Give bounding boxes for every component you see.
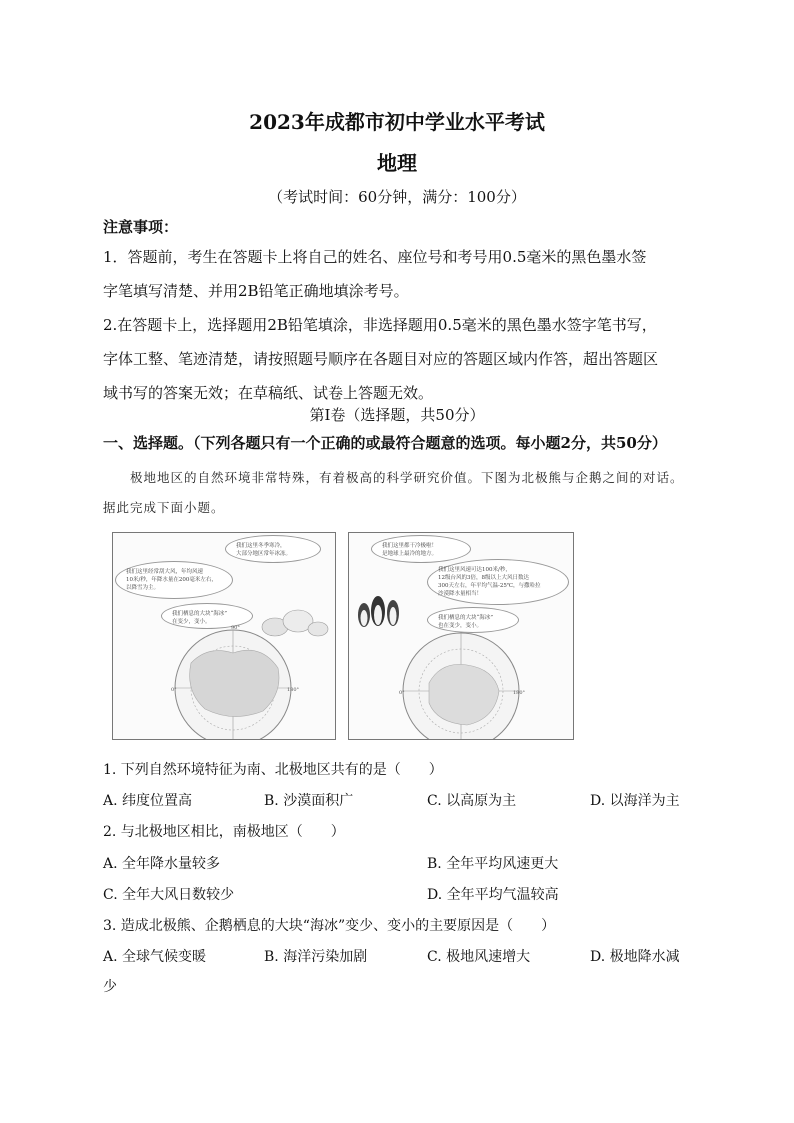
speech-bubble: 我们这里冬季寒冷， 大部分地区常年冰冻。 bbox=[225, 535, 321, 563]
option-c: C. 极地风速增大 bbox=[427, 949, 531, 965]
option-d: D. 极地降水减 bbox=[590, 949, 680, 965]
question-stem: 1. 下列自然环境特征为南、北极地区共有的是（ ） bbox=[103, 762, 443, 778]
option-a: A. 全球气候变暖 bbox=[103, 949, 207, 965]
option-c: C. 以高原为主 bbox=[427, 793, 517, 809]
notice-block bbox=[103, 240, 703, 410]
section-title: 第Ⅰ卷（选择题，共50分） bbox=[309, 406, 485, 424]
option-a: A. 纬度位置高 bbox=[103, 793, 193, 809]
option-b: B. 全年平均风速更大 bbox=[427, 856, 559, 872]
notice-line: 字体工整、笔迹清楚，请按照题号顺序在各题目对应的答题区域内作答，超出答题区 bbox=[103, 350, 659, 368]
lon-label: 180° bbox=[513, 690, 526, 696]
notice-line: 域书写的答案无效；在草稿纸、试卷上答题无效。 bbox=[103, 384, 434, 402]
question-stem: 2. 与北极地区相比，南极地区（ ） bbox=[103, 824, 345, 840]
notice-line: 字笔填写清楚、并用2B铅笔正确地填涂考号。 bbox=[103, 282, 409, 300]
notice-line: 2.在答题卡上，选择题用2B铅笔填涂，非选择题用0.5毫米的黑色墨水签字笔书写， bbox=[103, 316, 657, 334]
question-stem: 3. 造成北极熊、企鹅栖息的大块“海冰”变少、变小的主要原因是（ ） bbox=[103, 918, 556, 934]
south-pole-map bbox=[349, 533, 573, 739]
polar-bear-icon bbox=[262, 610, 328, 636]
speech-bubble: 我们栖息的大块“海冰” 也在变少，变小。 bbox=[427, 607, 519, 633]
option-b: B. 沙漠面积广 bbox=[264, 793, 354, 809]
intro-line: 极地地区的自然环境非常特殊，有着极高的科学研究价值。下图为北极熊与企鹅之间的对话。 bbox=[130, 470, 684, 485]
notice-heading: 注意事项： bbox=[103, 218, 179, 236]
figure-south-pole-panel bbox=[348, 532, 574, 740]
subject-title: 地理 bbox=[377, 151, 417, 175]
lon-label: 0° bbox=[399, 690, 405, 696]
penguin-icon bbox=[358, 596, 399, 627]
exam-info: （考试时间：60分钟，满分：100分） bbox=[268, 188, 526, 206]
notice-line: 1．答题前，考生在答题卡上将自己的姓名、座位号和考号用0.5毫米的黑色墨水签 bbox=[103, 248, 647, 266]
figure-north-pole-panel bbox=[112, 532, 336, 740]
north-pole-map bbox=[113, 533, 335, 739]
option-d: D. 全年平均气温较高 bbox=[427, 887, 559, 903]
speech-bubble: 我们这里都干冷极啦！ 是地球上最冷的地方。 bbox=[371, 535, 471, 563]
option-a: A. 全年降水量较多 bbox=[103, 856, 221, 872]
part-heading: 一、选择题。（下列各题只有一个正确的或最符合题意的选项。每小题2分，共50分） bbox=[103, 434, 667, 452]
speech-bubble: 我们这里经常刮大风，年均风速 10米/秒，年降水量在200毫米左右， 以降雪为主。 bbox=[115, 561, 233, 599]
intro-line: 据此完成下面小题。 bbox=[103, 500, 225, 515]
lon-label: 180° bbox=[287, 687, 300, 693]
option-d: D. 以海洋为主 bbox=[590, 793, 680, 809]
speech-bubble: 我们栖息的大块“海冰” 在变少，变小。 bbox=[161, 603, 253, 629]
option-b: B. 海洋污染加剧 bbox=[264, 949, 368, 965]
option-c: C. 全年大风日数较少 bbox=[103, 887, 235, 903]
exam-title: 2023年成都市初中学业水平考试 bbox=[249, 110, 545, 134]
lon-label: 0° bbox=[171, 687, 177, 693]
lat-label: 90° bbox=[231, 625, 240, 631]
option-d-wrap: 少 bbox=[103, 979, 117, 995]
speech-bubble: 我们这里风速可达100米/秒， 12级台风的3倍，8级以上大风日数达 300天左右，年平均气温-25℃，与撒哈拉 沙漠降水量相当！ bbox=[427, 559, 569, 605]
